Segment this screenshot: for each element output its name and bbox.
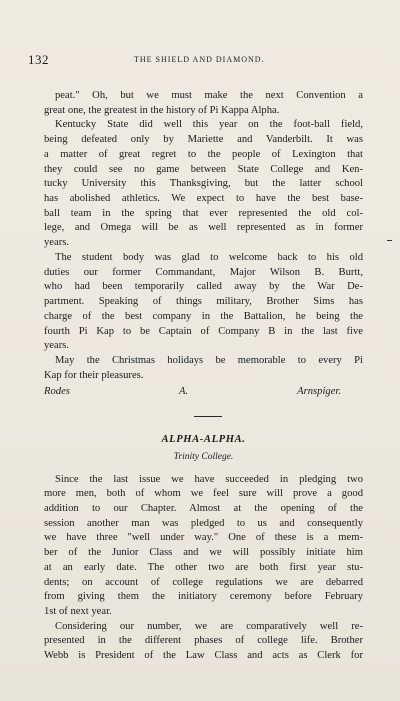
text-line: more men, both of whom we feel sure will prove a good — [44, 488, 363, 500]
article-body — [44, 89, 363, 664]
text-line: peat." Oh, but we must make the next Convention a — [55, 90, 363, 101]
text-line: May the Christmas holidays be memorable to every Pi — [55, 354, 363, 366]
text-line: dents; on account of college regulations we are debarred — [44, 576, 363, 588]
text-line: partment. Speaking of things military, Brother Sims has — [44, 296, 363, 308]
text-line: they could see no game between State College and Ken- — [44, 163, 363, 175]
signature: Rodes A. Arnspiger. — [44, 386, 341, 398]
text-line: addition to our Chapter. Almost at the opening of the — [44, 502, 363, 514]
omega-chapter-letter — [44, 89, 363, 383]
running-title: THE SHIELD AND DIAMOND. — [134, 55, 265, 64]
text-line: presented in the different phases of college life. Brother — [44, 635, 363, 647]
text-line: duties our former Commandant, Major Wilson B. Burtt, — [44, 266, 363, 278]
text-line: who had been temporarily called away by the War De- — [44, 281, 363, 293]
text-line: ber of the Junior Class and we will possibly initiate him — [44, 547, 363, 559]
alpha-alpha-chapter-letter — [44, 473, 363, 664]
section-divider — [194, 416, 222, 417]
page-number: 132 — [28, 52, 49, 67]
page-header — [28, 52, 364, 70]
text-line: years. — [44, 340, 69, 352]
text-line: great one, the greatest in the history of Pi Kappa Alpha. — [44, 104, 280, 116]
text-line: lege, and Omega will be as well represented as in former — [44, 222, 363, 234]
text-line: session another man was pledged to us and consequently — [44, 517, 363, 529]
margin-mark — [387, 240, 392, 241]
text-line: Kap for their pleasures. — [44, 369, 144, 381]
text-line: from giving them the initiatory ceremony before February — [44, 591, 363, 603]
text-line: Webb is President of the Law Class and acts as Clerk for — [44, 650, 363, 662]
section-subtitle: Trinity College. — [173, 451, 234, 462]
text-line: ball team in the spring that ever represented the old col- — [44, 207, 363, 219]
text-line: Kentucky State did well this year on the foot-ball field, — [55, 119, 363, 131]
text-line: fourth Pi Kap to be Captain of Company B in the last five — [44, 325, 363, 337]
section-title: ALPHA-ALPHA. — [161, 434, 246, 446]
text-line: The student body was glad to welcome back to his old — [55, 251, 363, 263]
text-line: years. — [44, 237, 69, 249]
text-line: we have three "well under way." One of these is a mem- — [44, 532, 363, 544]
text-line: a matter of great regret to the people of Lexington that — [44, 148, 363, 160]
text-line: Considering our number, we are comparatively well re- — [55, 620, 363, 632]
text-line: at an early date. The other two are both first year stu- — [44, 561, 363, 573]
text-line: Since the last issue we have succeeded in pledging two — [55, 473, 363, 485]
text-line: charge of the best company in the Battalion, he being the — [44, 310, 363, 322]
text-line: tucky University this Thanksgiving, but the latter school — [44, 178, 363, 190]
text-line: being defeated only by Mariette and Vanderbilt. It was — [44, 134, 363, 146]
text-line: has abolished athletics. We expect to have the best base- — [44, 193, 363, 205]
text-line: 1st of next year. — [44, 606, 112, 617]
